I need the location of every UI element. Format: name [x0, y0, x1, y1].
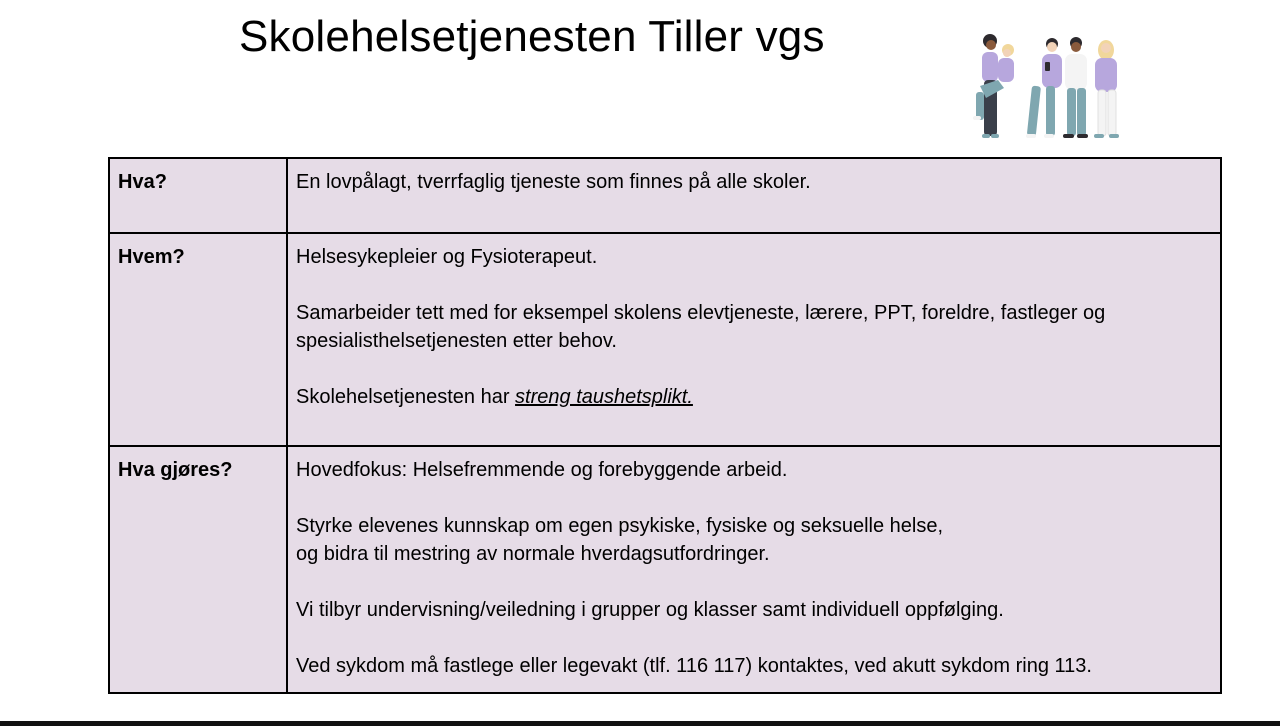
paragraph-line: Styrke elevenes kunnskap om egen psykiske, fysiske og seksuelle helse, — [296, 515, 944, 537]
group-of-students-illustration — [960, 28, 1135, 148]
paragraph-confidentiality — [296, 383, 1212, 411]
confidentiality-emphasis: streng taushetsplikt. — [515, 386, 693, 408]
row-content-hva-gjores — [287, 446, 1221, 693]
paragraph: Hovedfokus: Helsefremmende og forebyggende arbeid. — [296, 459, 788, 481]
student-figure-3 — [1026, 38, 1062, 138]
row-label-hva-gjores: Hva gjøres? — [109, 446, 287, 693]
paragraph-line: og bidra til mestring av normale hverdagsutfordringer. — [296, 543, 770, 565]
info-table — [108, 157, 1222, 694]
page-title: Skolehelsetjenesten Tiller vgs — [239, 12, 825, 61]
paragraph: En lovpålagt, tverrfaglig tjeneste som finnes på alle skoler. — [296, 171, 811, 193]
row-content-hvem — [287, 233, 1221, 446]
paragraph: Vi tilbyr undervisning/veiledning i grupper og klasser samt individuell oppfølging. — [296, 599, 1004, 621]
student-figure-4 — [1063, 37, 1088, 138]
bottom-divider — [0, 721, 1280, 726]
student-figure-5 — [1094, 40, 1119, 138]
table-row-hva — [109, 158, 1221, 233]
confidentiality-prefix: Skolehelsetjenesten har — [296, 386, 516, 408]
paragraph: Ved sykdom må fastlege eller legevakt (tlf. 116 117) kontaktes, ved akutt sykdom ring 113. — [296, 655, 1092, 677]
table-row-hva-gjores — [109, 446, 1221, 693]
paragraph-line: spesialisthelsetjenesten etter behov. — [296, 330, 617, 352]
row-label-hvem: Hvem? — [109, 233, 287, 446]
paragraph-line: Samarbeider tett med for eksempel skolens elevtjeneste, lærere, PPT, foreldre, fastleger og — [296, 302, 1106, 324]
paragraph: Helsesykepleier og Fysioterapeut. — [296, 246, 598, 268]
row-label-hva: Hva? — [109, 158, 287, 233]
table-row-hvem — [109, 233, 1221, 446]
row-content-hva — [287, 158, 1221, 233]
